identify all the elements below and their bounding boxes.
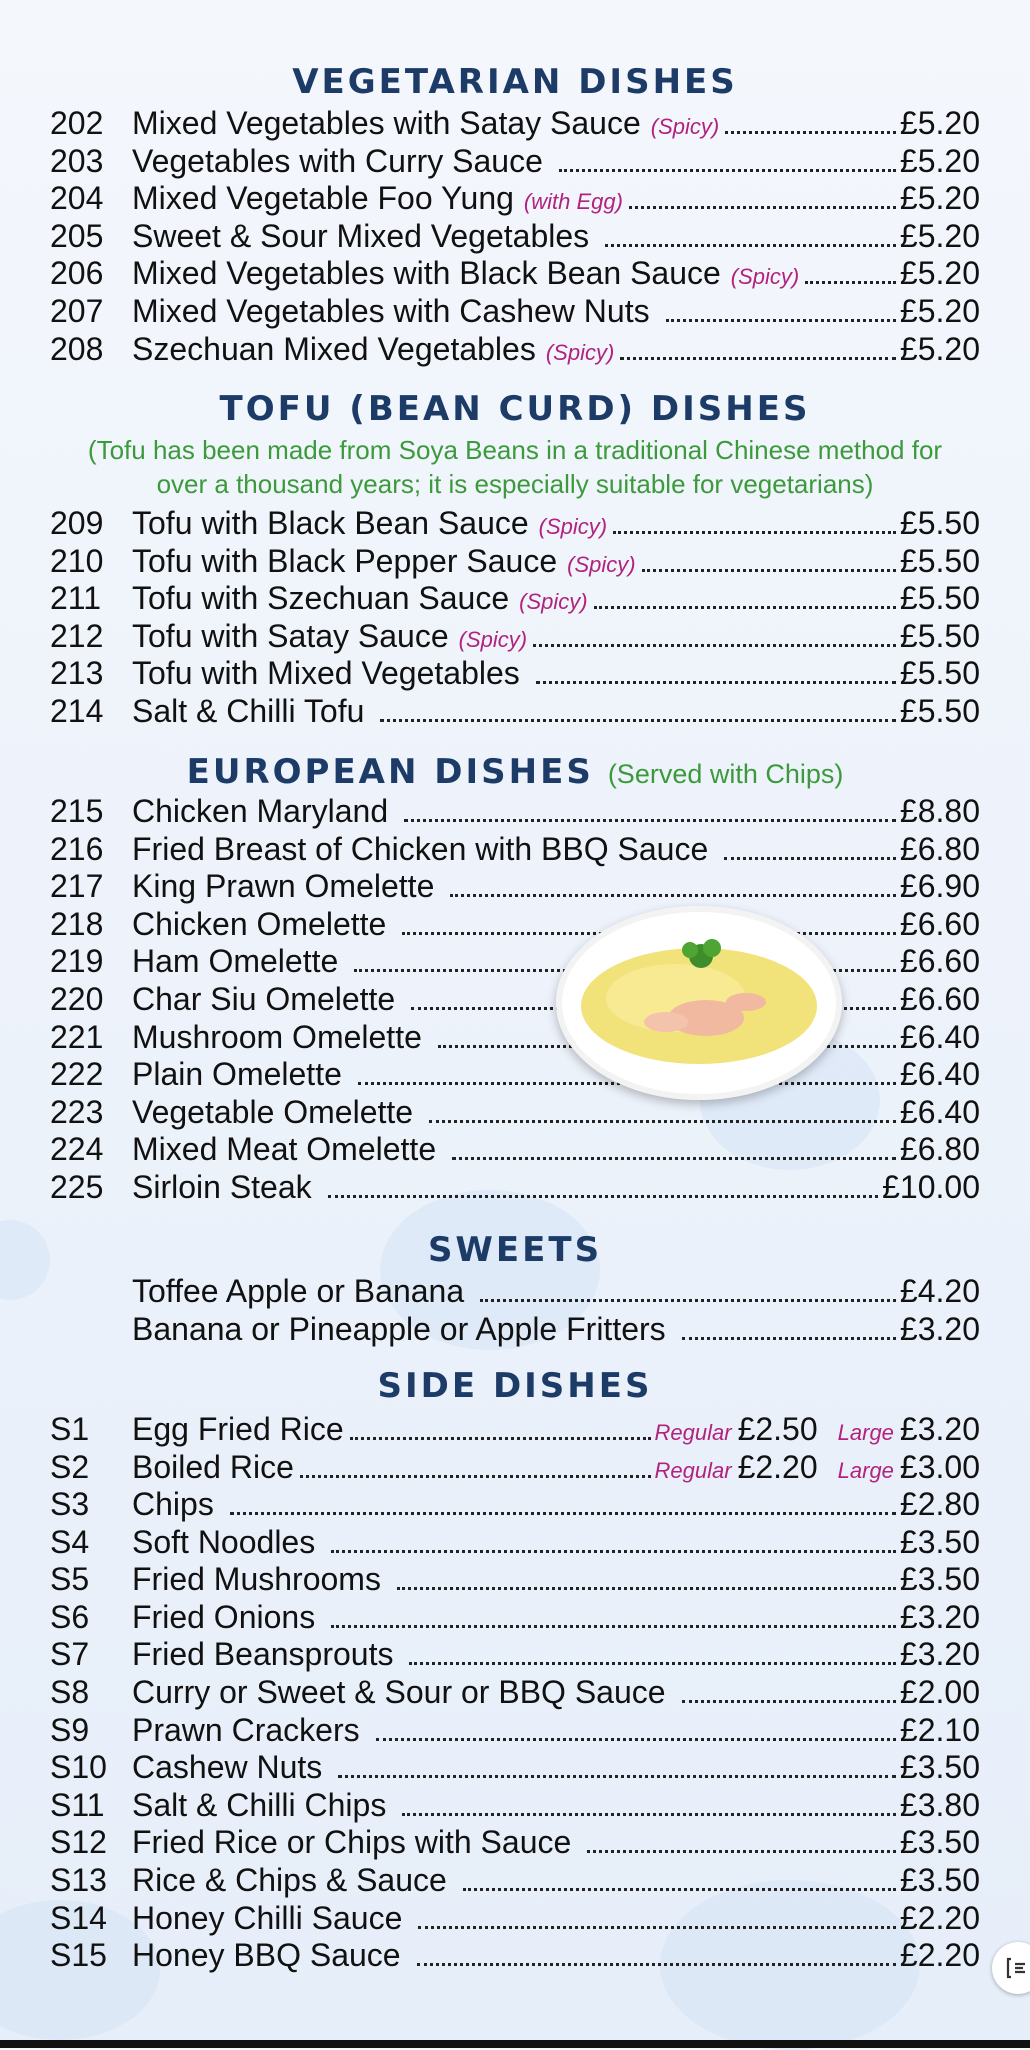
item-price: £5.20 (899, 105, 980, 141)
item-number: 221 (50, 1018, 104, 1055)
dot-leader (450, 894, 896, 897)
dot-leader (594, 606, 896, 609)
item-line (132, 217, 980, 255)
item-name: Egg Fried Rice (132, 1411, 344, 1447)
item-number: S4 (50, 1523, 90, 1560)
item-price: £2.20 (899, 1899, 980, 1936)
section-heading-sweets: SWEETS (427, 1230, 603, 1270)
item-name: Toffee Apple or Banana (132, 1273, 465, 1309)
item-number: S9 (50, 1711, 90, 1748)
item-price: £5.20 (899, 180, 980, 217)
item-price: £5.50 (899, 655, 980, 692)
item-number: 207 (50, 293, 104, 329)
menu-item-row (0, 142, 1030, 180)
tofu-description-line2: over a thousand years; it is especially suitable for vegetarians) (156, 469, 874, 499)
menu-item-row (0, 980, 1030, 1018)
menu-item-row (0, 542, 1030, 580)
item-name: Prawn Crackers (132, 1711, 360, 1748)
item-name: Mixed Vegetables with Satay Sauce (132, 105, 641, 141)
item-note: (Spicy) (567, 551, 636, 577)
dot-leader (536, 681, 896, 684)
item-line (132, 179, 980, 221)
item-note: (with Egg) (523, 189, 623, 215)
item-name: Vegetable Omelette (132, 1093, 414, 1130)
dot-leader (605, 244, 896, 247)
menu-item-row (0, 1823, 1030, 1861)
item-name: Mixed Vegetable Foo Yung (132, 180, 514, 217)
menu-item-row (0, 942, 1030, 980)
item-number: 212 (50, 617, 104, 654)
item-price: £3.20 (899, 1310, 980, 1347)
item-name: Tofu with Black Bean Sauce (132, 505, 529, 541)
item-price: £3.20 (899, 1598, 980, 1635)
menu-item-row (0, 1093, 1030, 1131)
item-line (132, 1899, 980, 1937)
item-line (132, 1598, 980, 1636)
item-name: Soft Noodles (132, 1523, 316, 1560)
item-line (132, 1130, 980, 1168)
item-name: Fried Beansprouts (132, 1636, 394, 1673)
item-note: (Spicy) (519, 589, 588, 615)
item-name: Chips (132, 1486, 214, 1522)
item-line (132, 654, 980, 692)
omelette-plate-image (556, 906, 842, 1100)
item-number: 218 (50, 905, 104, 942)
menu-item-row (0, 292, 1030, 330)
item-price: £3.50 (899, 1824, 980, 1861)
item-name: Cashew Nuts (132, 1749, 323, 1786)
item-price: £10.00 (882, 1169, 980, 1205)
item-price: £4.20 (899, 1273, 980, 1309)
dot-leader (397, 1587, 896, 1590)
item-line (132, 1485, 980, 1523)
section-heading-european: EUROPEAN DISHES (Served with Chips) (186, 752, 844, 792)
menu-item-row (0, 1410, 1030, 1448)
menu-item-row (0, 1485, 1030, 1523)
dot-leader (230, 1512, 896, 1515)
dot-leader (587, 1850, 896, 1853)
item-line (132, 1272, 980, 1310)
item-price: £5.20 (899, 217, 980, 254)
item-line (132, 1168, 980, 1206)
section-heading-tofu: TOFU (BEAN CURD) DISHES (219, 389, 811, 429)
large-price: £3.20 (899, 1411, 980, 1447)
dot-leader (682, 1337, 896, 1340)
menu-item-row (0, 1310, 1030, 1348)
item-name: Mixed Meat Omelette (132, 1131, 437, 1168)
menu-item-row (0, 1673, 1030, 1711)
item-name: Ham Omelette (132, 943, 339, 980)
item-name: Boiled Rice (132, 1448, 294, 1485)
menu-item-row (0, 1936, 1030, 1974)
dot-leader (682, 1700, 896, 1703)
large-label: Large (837, 1420, 894, 1445)
item-price: £6.40 (899, 1056, 980, 1093)
regular-label: Regular (654, 1457, 732, 1483)
list-lines-icon (1005, 1955, 1030, 1981)
menu-item-row (0, 905, 1030, 943)
dot-leader (429, 1120, 896, 1123)
item-number: 205 (50, 217, 104, 254)
menu-item-row (0, 1448, 1030, 1486)
item-price: £6.60 (899, 943, 980, 980)
item-price: £6.60 (899, 981, 980, 1017)
item-line (132, 504, 980, 546)
item-number: 217 (50, 868, 104, 905)
dot-leader (629, 206, 896, 209)
item-number: S5 (50, 1561, 90, 1598)
dot-leader (300, 1475, 651, 1478)
dot-leader (613, 531, 896, 534)
item-number: S12 (50, 1824, 107, 1861)
item-name: Tofu with Szechuan Sauce (132, 580, 510, 617)
item-number: 222 (50, 1056, 104, 1093)
item-line (132, 1823, 980, 1861)
item-price: £3.50 (899, 1749, 980, 1786)
dot-leader (724, 857, 896, 860)
dot-leader (350, 1437, 651, 1440)
item-price: £5.20 (899, 255, 980, 292)
menu-item-row (0, 330, 1030, 368)
dot-leader (380, 719, 896, 722)
menu-item-row (0, 792, 1030, 830)
item-number: S11 (50, 1786, 105, 1823)
item-number: 224 (50, 1131, 104, 1168)
item-name: Mixed Vegetables with Black Bean Sauce (132, 255, 721, 292)
item-price: £5.50 (899, 580, 980, 617)
section-heading-side-dishes: SIDE DISHES (377, 1366, 653, 1406)
item-number: 210 (50, 542, 104, 579)
item-line (132, 792, 980, 830)
menu-item-row (0, 1899, 1030, 1937)
item-line (132, 1673, 980, 1711)
dot-leader (805, 281, 896, 284)
item-price: £5.20 (899, 293, 980, 329)
dot-leader (463, 1888, 896, 1891)
item-line (132, 330, 980, 372)
menu-item-row (0, 830, 1030, 868)
item-name: Honey Chilli Sauce (132, 1899, 403, 1936)
item-name: Mushroom Omelette (132, 1018, 422, 1055)
item-number: 211 (50, 580, 102, 617)
menu-item-row (0, 1272, 1030, 1310)
item-price: £8.80 (899, 793, 980, 829)
regular-label: Regular (654, 1420, 732, 1445)
item-number: 214 (50, 693, 104, 729)
item-line (132, 1310, 980, 1348)
item-price: £6.60 (899, 905, 980, 942)
item-line (132, 1936, 980, 1974)
item-price: £5.50 (899, 617, 980, 654)
item-price: £5.50 (899, 505, 980, 541)
item-name: Fried Breast of Chicken with BBQ Sauce (132, 830, 709, 867)
large-label: Large (837, 1457, 894, 1483)
item-name: Plain Omelette (132, 1056, 342, 1093)
item-line (132, 1861, 980, 1899)
item-line (132, 1635, 980, 1673)
item-line (132, 142, 980, 180)
menu-item-row (0, 617, 1030, 655)
item-line (132, 830, 980, 868)
item-line (132, 867, 980, 905)
dot-leader (725, 131, 896, 134)
item-price: £5.50 (899, 693, 980, 729)
tofu-description-line1: (Tofu has been made from Soya Beans in a traditional Chinese method for (87, 435, 943, 465)
item-number: 213 (50, 655, 104, 692)
item-name: King Prawn Omelette (132, 868, 435, 905)
item-name: Sweet & Sour Mixed Vegetables (132, 217, 590, 254)
menu-item-row (0, 1055, 1030, 1093)
item-number: 219 (50, 943, 104, 980)
item-number: S13 (50, 1862, 107, 1898)
menu-item-row (0, 1168, 1030, 1206)
item-note: (Spicy) (730, 264, 800, 290)
item-price: £6.40 (899, 1093, 980, 1130)
item-line (132, 1711, 980, 1749)
dot-leader (480, 1299, 896, 1302)
dot-leader (338, 1775, 896, 1778)
section-heading-vegetarian: VEGETARIAN DISHES (292, 62, 738, 102)
item-number: 220 (50, 981, 104, 1017)
item-price: £2.80 (899, 1486, 980, 1522)
item-name: Chicken Maryland (132, 793, 389, 829)
item-note: (Spicy) (545, 339, 615, 365)
dot-leader (642, 569, 896, 572)
item-price: £6.80 (899, 1131, 980, 1168)
item-name: Mixed Vegetables with Cashew Nuts (132, 293, 650, 329)
item-number: 209 (50, 505, 104, 541)
item-line (132, 1410, 980, 1452)
dot-leader (376, 1738, 896, 1741)
item-name: Vegetables with Curry Sauce (132, 142, 543, 179)
item-name: Sirloin Steak (132, 1169, 312, 1205)
item-name: Fried Rice or Chips with Sauce (132, 1824, 572, 1861)
item-price: £3.80 (899, 1786, 980, 1823)
item-number: S14 (50, 1899, 107, 1936)
dot-leader (402, 1813, 896, 1816)
item-line (132, 617, 980, 659)
item-line (132, 692, 980, 730)
item-number: S2 (50, 1448, 90, 1485)
item-number: 206 (50, 255, 104, 292)
item-line (132, 579, 980, 621)
item-line (132, 1748, 980, 1786)
menu-item-row (0, 179, 1030, 217)
menu-item-row (0, 504, 1030, 542)
menu-item-row (0, 1635, 1030, 1673)
dot-leader (331, 1550, 896, 1553)
menu-item-row (0, 1786, 1030, 1824)
item-price: £6.40 (899, 1018, 980, 1055)
item-price: £3.20 (899, 1636, 980, 1673)
dot-leader (331, 1625, 896, 1628)
menu-item-row (0, 654, 1030, 692)
item-note: (Spicy) (458, 626, 528, 652)
item-number: S1 (50, 1411, 90, 1447)
dot-leader (666, 319, 896, 322)
item-price: £3.50 (899, 1523, 980, 1560)
dot-leader (404, 819, 896, 822)
item-number: S15 (50, 1937, 107, 1974)
large-price: £3.00 (899, 1448, 980, 1485)
menu-item-row (0, 1748, 1030, 1786)
item-name: Chicken Omelette (132, 905, 387, 942)
scroll-list-button[interactable] (992, 1942, 1030, 1994)
menu-item-row (0, 1130, 1030, 1168)
menu-item-row (0, 254, 1030, 292)
item-number: 202 (50, 105, 104, 141)
item-name: Fried Mushrooms (132, 1561, 381, 1598)
item-number: 215 (50, 793, 104, 829)
item-price: £5.20 (899, 142, 980, 179)
item-name: Salt & Chilli Chips (132, 1786, 387, 1823)
item-price: £3.50 (899, 1862, 980, 1898)
bottom-bar (0, 2040, 1030, 2048)
item-number: 225 (50, 1169, 104, 1205)
item-price: £6.80 (899, 830, 980, 867)
menu-item-row (0, 579, 1030, 617)
item-price: £5.50 (899, 542, 980, 579)
item-name: Honey BBQ Sauce (132, 1937, 401, 1974)
item-note: (Spicy) (538, 514, 608, 539)
omelette-icon (556, 906, 842, 1100)
item-price: £5.20 (899, 330, 980, 367)
dot-leader (409, 1662, 895, 1665)
item-number: 208 (50, 330, 104, 367)
menu-item-row (0, 104, 1030, 142)
dot-leader (452, 1157, 896, 1160)
item-name: Tofu with Black Pepper Sauce (132, 542, 558, 579)
item-number: S10 (50, 1749, 107, 1786)
menu-item-row (0, 692, 1030, 730)
item-number: 204 (50, 180, 104, 217)
item-name: Tofu with Mixed Vegetables (132, 655, 520, 692)
item-name: Szechuan Mixed Vegetables (132, 330, 536, 367)
item-number: 223 (50, 1093, 104, 1130)
item-name: Fried Onions (132, 1598, 316, 1635)
menu-item-row (0, 1018, 1030, 1056)
item-number: 216 (50, 830, 104, 867)
item-name: Rice & Chips & Sauce (132, 1862, 447, 1898)
menu-item-row (0, 1560, 1030, 1598)
item-line (132, 104, 980, 146)
dot-leader (620, 357, 896, 360)
item-name: Curry or Sweet & Sour or BBQ Sauce (132, 1674, 666, 1710)
regular-price: £2.20 (737, 1448, 818, 1485)
menu-item-row (0, 867, 1030, 905)
item-line (132, 1560, 980, 1598)
item-line (132, 254, 980, 296)
item-price: £6.90 (899, 868, 980, 905)
menu-item-row (0, 217, 1030, 255)
dot-leader (533, 644, 896, 647)
item-number: 203 (50, 142, 104, 179)
menu-item-row (0, 1598, 1030, 1636)
item-number: S3 (50, 1486, 90, 1522)
item-line (132, 542, 980, 584)
menu-item-row (0, 1523, 1030, 1561)
item-name: Salt & Chilli Tofu (132, 693, 365, 729)
regular-price: £2.50 (737, 1411, 818, 1447)
item-line (132, 1523, 980, 1561)
item-line (132, 292, 980, 330)
item-name: Tofu with Satay Sauce (132, 617, 449, 654)
item-name: Banana or Pineapple or Apple Fritters (132, 1310, 666, 1347)
item-price: £2.10 (899, 1711, 980, 1748)
dot-leader (418, 1926, 896, 1929)
menu-item-row (0, 1861, 1030, 1899)
dot-leader (559, 169, 896, 172)
item-line (132, 1448, 980, 1490)
item-number: S8 (50, 1674, 90, 1710)
item-number: S6 (50, 1598, 90, 1635)
item-price: £2.00 (899, 1674, 980, 1710)
item-note: (Spicy) (650, 114, 720, 139)
dot-leader (328, 1195, 878, 1198)
item-number: S7 (50, 1636, 90, 1673)
item-name: Char Siu Omelette (132, 981, 396, 1017)
item-price: £2.20 (899, 1937, 980, 1974)
item-line (132, 1786, 980, 1824)
dot-leader (417, 1963, 896, 1966)
menu-item-row (0, 1711, 1030, 1749)
item-price: £3.50 (899, 1561, 980, 1598)
european-subtitle: (Served with Chips) (607, 759, 844, 789)
